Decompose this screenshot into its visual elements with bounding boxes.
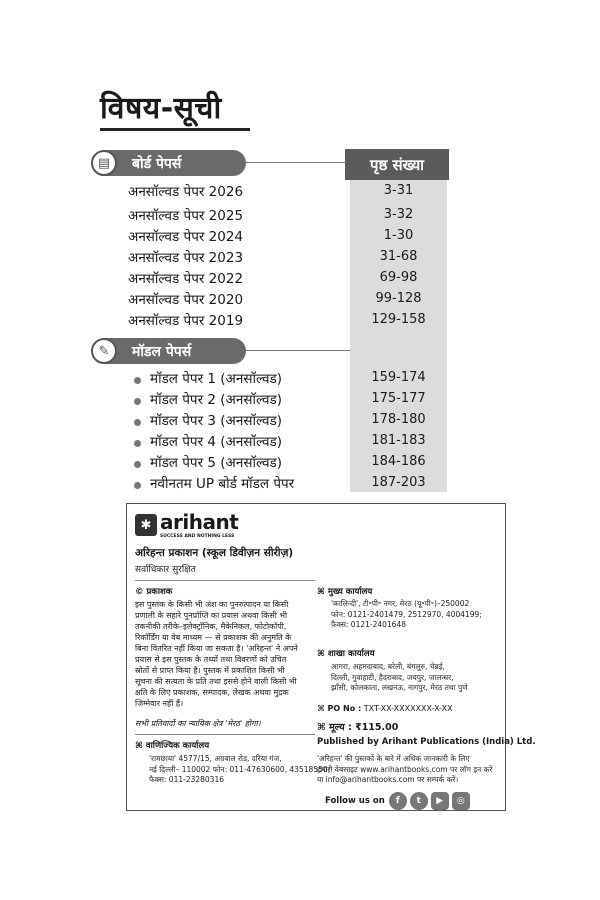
list-item: अनसॉल्वड पेपर 2025 — [128, 208, 244, 224]
page-range: 181-183 — [371, 433, 426, 448]
page-range: 31-68 — [379, 249, 418, 264]
bullet-icon — [134, 377, 141, 384]
office-marker-icon: ⌘ — [317, 587, 328, 597]
page-range: 129-158 — [371, 312, 426, 327]
branch-line: दिल्ली, गुवाहाटी, हैदराबाद, जयपुर, जालन्धर, — [331, 672, 454, 682]
bullet-icon — [134, 482, 141, 489]
page-range: 1-30 — [383, 228, 414, 243]
publisher-name: अरिहन्त प्रकाशन (स्कूल डिवीज़न सीरीज़) — [135, 547, 294, 559]
follow-us — [325, 792, 473, 810]
copyright-line: प्रणाली के सहारे पुनर्प्राप्ति का प्रयास अथवा किसी भी — [135, 611, 288, 620]
bullet-icon — [134, 419, 141, 426]
copyright-line: तकनीकी तरीके–इलेक्ट्रॉनिक, मैकेनिकल, फोटोकॉपी, — [135, 622, 287, 631]
address-line: 'रामछाया' 4577/15, अग्रवाल रोड, दरिया गंज, — [149, 754, 282, 763]
commercial-office-heading — [135, 740, 209, 751]
youtube-icon[interactable]: ▶ — [431, 792, 449, 810]
list-item: अनसॉल्वड पेपर 2023 — [128, 250, 244, 266]
list-item: मॉडल पेपर 2 (अनसॉल्वड) — [150, 392, 283, 408]
copyright-line: सूचना की सत्यता के प्रति तथा इससे होने वाली किसी भी — [135, 677, 297, 686]
logo-tagline: SUCCESS AND NOTHING LESS — [160, 534, 235, 539]
section-rule — [244, 350, 350, 351]
twitter-icon[interactable]: t — [410, 792, 428, 810]
list-item: अनसॉल्वड पेपर 2024 — [128, 229, 244, 245]
list-item: मॉडल पेपर 1 (अनसॉल्वड) — [150, 371, 283, 387]
branch-line: झाँसी, कोलकाता, लखनऊ, नागपुर, मेरठ तथा पुणे — [331, 683, 468, 692]
facebook-icon[interactable]: f — [389, 792, 407, 810]
title-underline — [100, 128, 250, 131]
page-range: 3-32 — [383, 207, 414, 222]
book-icon: ▤ — [91, 150, 117, 176]
page-range: 3-31 — [383, 183, 414, 198]
po-number — [317, 704, 453, 713]
head-office-address — [331, 599, 482, 631]
price-value: ₹115.00 — [355, 722, 399, 733]
page-range: 187-203 — [371, 475, 426, 490]
list-item: मॉडल पेपर 4 (अनसॉल्वड) — [150, 434, 283, 450]
head-office-heading — [317, 586, 372, 597]
branch-office-heading — [317, 648, 375, 659]
section-header-model-papers — [104, 338, 246, 364]
imprint-box — [126, 503, 536, 811]
office-marker-icon: ⌘ — [317, 704, 328, 713]
copyright-line: बिना वितरित नहीं किया जा सकता है। 'अरिहन्त' ने अपने — [135, 644, 298, 653]
section-header-board-papers — [104, 150, 246, 176]
commercial-office-title: वाणिज्यिक कार्यालय — [145, 741, 210, 751]
info-line: 'अरिहन्त' की पुस्तकों के बारे में अधिक जानकारी के लिए — [317, 754, 470, 763]
office-marker-icon: ⌘ — [135, 741, 146, 751]
branch-office-list — [331, 662, 468, 694]
head-office-title: मुख्य कार्यालय — [327, 587, 373, 597]
list-item: मॉडल पेपर 3 (अनसॉल्वड) — [150, 413, 283, 429]
address-line: 'कालिन्दी', टी॰पी॰ नगर, मेरठ (यू॰पी॰)–250002 — [331, 599, 470, 608]
copyright-heading: © प्रकाशक — [135, 587, 173, 597]
section-label: बोर्ड पेपर्स — [132, 155, 182, 172]
price-label: मूल्य : — [329, 722, 352, 733]
bullet-icon — [134, 440, 141, 447]
branch-office-title: शाखा कार्यालय — [327, 649, 375, 659]
list-item: अनसॉल्वड पेपर 2026 — [128, 184, 244, 200]
info-line: या info@arihantbooks.com पर सम्पर्क करें। — [317, 775, 459, 784]
list-item: अनसॉल्वड पेपर 2019 — [128, 313, 244, 329]
address-line: फैक्स: 011-23280316 — [149, 775, 225, 784]
copyright-line: इस पुस्तक के किसी भी अंश का पुनरुत्पादन या किसी — [135, 600, 289, 609]
copyright-line: स्रोतों से प्राप्त किया है। पुस्तक में प्रकाशित किसी भी — [135, 666, 285, 675]
copyright-line: क्षति के लिए प्रकाशक, सम्पादक, लेखक अथवा मुद्रक — [135, 688, 289, 697]
address-line: फोन: 0121-2401479, 2512970, 4004199; — [331, 609, 482, 619]
price — [317, 720, 398, 733]
commercial-office-address — [149, 754, 330, 786]
office-marker-icon: ⌘ — [317, 649, 328, 659]
copyright-line: रिकॉर्डिंग या वेब माध्यम — से प्रकाशक की अनुमति के — [135, 633, 292, 642]
info-text — [317, 754, 492, 786]
list-item: नवीनतम UP बोर्ड मॉडल पेपर — [150, 476, 295, 492]
bullet-icon — [134, 461, 141, 468]
jurisdiction-text: सभी प्रतिवादों का न्यायिक क्षेत्र 'मेरठ' होगा। — [135, 719, 261, 728]
page-range: 184-186 — [371, 454, 426, 469]
bullet-icon — [134, 398, 141, 405]
divider — [135, 734, 315, 735]
list-item: मॉडल पेपर 5 (अनसॉल्वड) — [150, 455, 283, 471]
copyright-line: जिम्मेवार नहीं हैं। — [135, 699, 184, 708]
published-by: Published by Arihant Publications (India) Ltd. — [317, 737, 536, 747]
logo-text: arihant — [160, 510, 239, 534]
branch-line: आगरा, अहमदाबाद, बरेली, बंगलुरु, चेन्नई, — [331, 662, 445, 671]
page-range: 175-177 — [371, 391, 426, 406]
follow-label: Follow us on — [325, 796, 385, 806]
divider — [135, 580, 315, 581]
page-number-header: पृष्ठ संख्या — [345, 149, 449, 180]
copyright-text — [135, 599, 325, 709]
page-title: विषय-सूची — [100, 91, 222, 126]
page-range: 99-128 — [375, 291, 422, 306]
address-line: नई दिल्ली– 110002 फोन: 011-47630600, 43518550; — [149, 764, 331, 774]
list-item: अनसॉल्वड पेपर 2022 — [128, 271, 244, 287]
page-range: 178-180 — [371, 412, 426, 427]
section-rule — [240, 162, 346, 163]
list-item: अनसॉल्वड पेपर 2020 — [128, 292, 244, 308]
copyright-line: प्रयास से इस पुस्तक के तथ्यों तथा विवरणों को उचित — [135, 655, 287, 664]
page-range: 159-174 — [371, 370, 426, 385]
instagram-icon[interactable]: ◎ — [452, 792, 470, 810]
pencil-icon: ✎ — [91, 338, 117, 364]
po-label: PO No : — [327, 704, 362, 713]
info-line: हमारी वेबसाइट www.arihantbooks.com पर लॉग इन करें — [317, 764, 493, 774]
page-range: 69-98 — [379, 270, 418, 285]
arihant-logo-icon: ✱ — [135, 514, 157, 536]
office-marker-icon: ⌘ — [317, 722, 330, 733]
section-label: मॉडल पेपर्स — [132, 343, 192, 360]
rights-text: सर्वाधिकार सुरक्षित — [135, 565, 196, 575]
po-value: TXT-XX-XXXXXXX-X-XX — [363, 704, 453, 713]
address-line: फ़ैक्स: 0121-2401648 — [331, 620, 407, 629]
